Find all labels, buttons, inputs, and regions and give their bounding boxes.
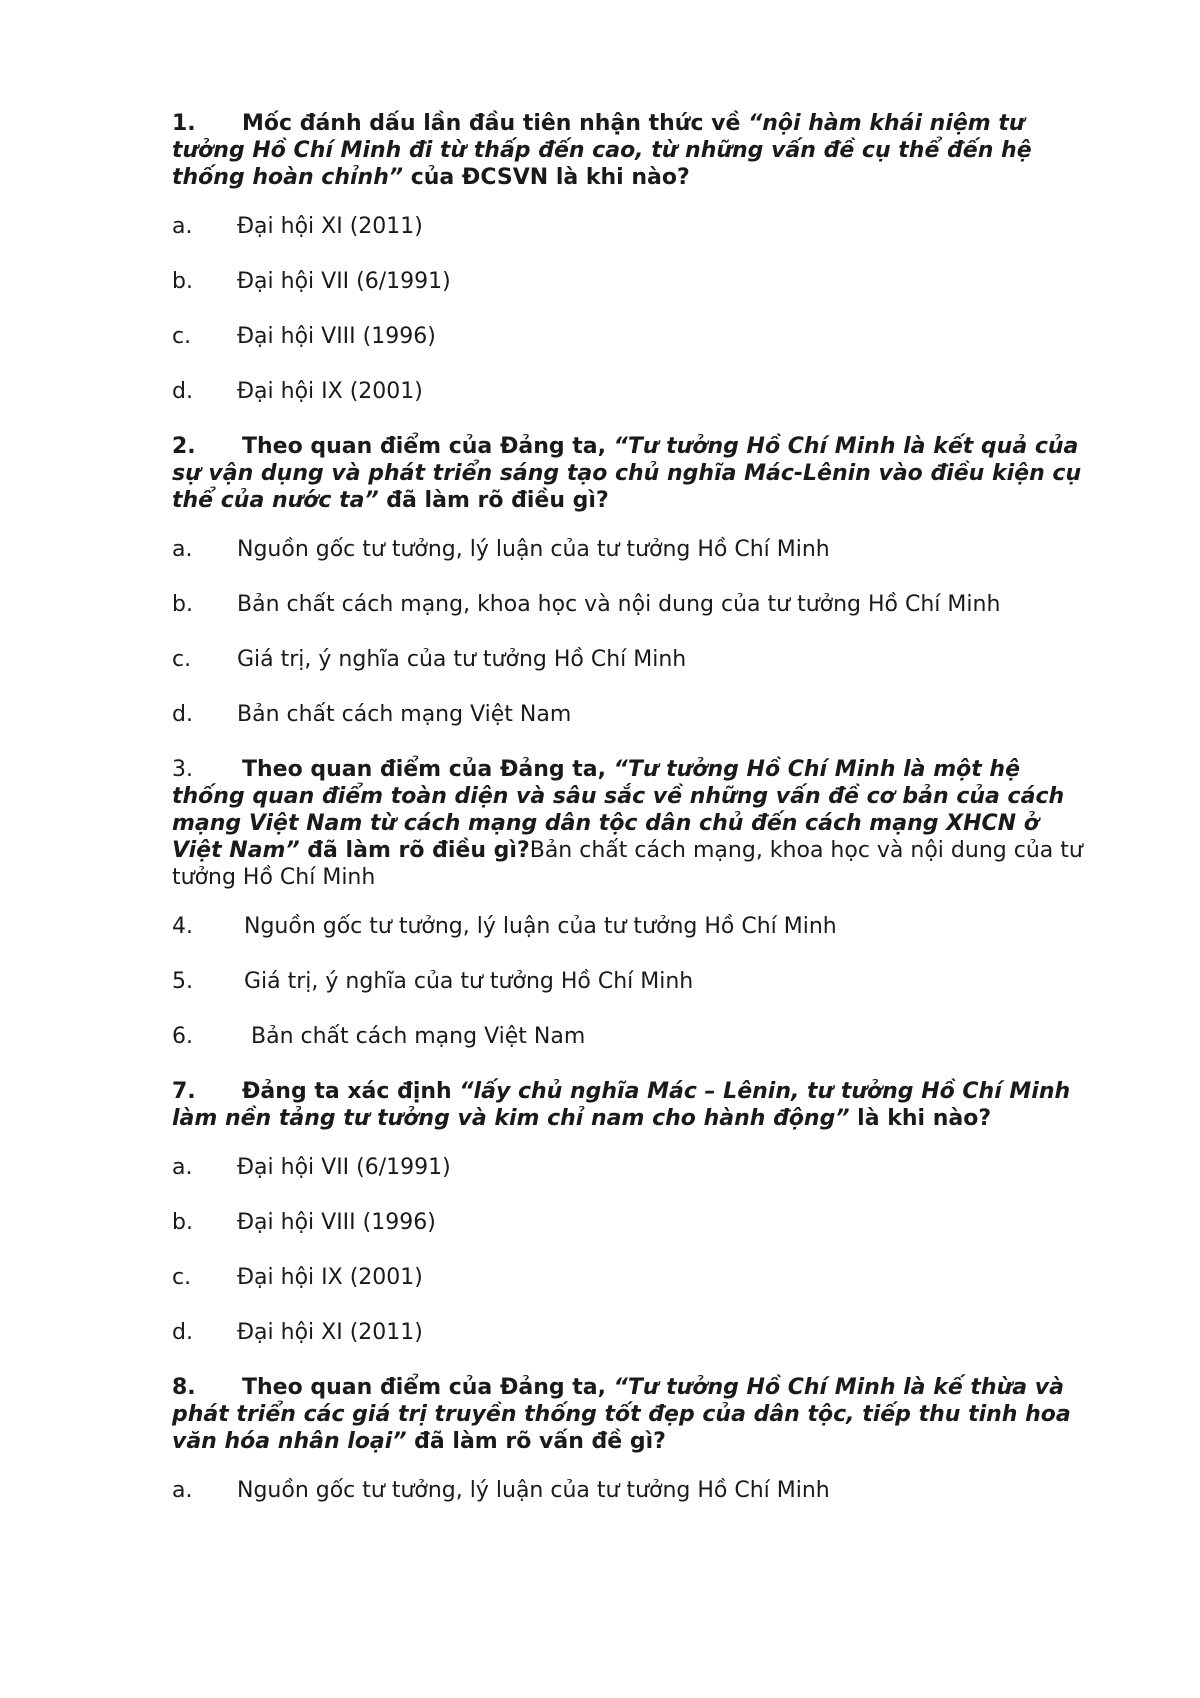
option-text: Bản chất cách mạng Việt Nam xyxy=(244,1024,586,1049)
question-text: Theo quan điểm của Đảng ta, xyxy=(242,434,614,459)
option-c xyxy=(172,646,1090,673)
option-a xyxy=(172,213,1090,240)
option-b xyxy=(172,591,1090,618)
option-text: Đại hội VIII (1996) xyxy=(237,324,436,349)
option-b xyxy=(172,1209,1090,1236)
option-letter: 5. xyxy=(172,969,193,994)
option-text: Đại hội IX (2001) xyxy=(237,379,423,404)
question-3 xyxy=(172,756,1090,891)
question-number: 7. xyxy=(172,1079,196,1104)
option-letter: b. xyxy=(172,269,193,294)
question-text: Mốc đánh dấu lần đầu tiên nhận thức về xyxy=(242,111,749,136)
option-d xyxy=(172,701,1090,728)
option-text: Đại hội VII (6/1991) xyxy=(237,269,451,294)
question-number: 1. xyxy=(172,111,196,136)
option-letter: b. xyxy=(172,592,193,617)
option-letter: a. xyxy=(172,1478,193,1503)
option-letter: d. xyxy=(172,702,193,727)
option-letter: b. xyxy=(172,1210,193,1235)
option-text: Đại hội VIII (1996) xyxy=(237,1210,436,1235)
question-quote: “Tư tưởng Hồ Chí Minh là kế thừa và phát triển các giá trị truyền thống tốt đẹp của dân tộc, tiếp thu tinh hoa văn hóa nhân loại” xyxy=(172,1375,1071,1454)
question-quote: “lấy chủ nghĩa Mác – Lênin, tư tưởng Hồ Chí Minh làm nền tảng tư tưởng và kim chỉ nam cho hành động” xyxy=(172,1079,1071,1131)
option-text: Bản chất cách mạng Việt Nam xyxy=(237,702,572,727)
option-letter: c. xyxy=(172,324,192,349)
question-text: đã làm rõ điều gì? xyxy=(299,838,530,863)
question-number: 3. xyxy=(172,757,193,782)
question-number: 8. xyxy=(172,1375,196,1400)
option-a xyxy=(172,536,1090,563)
question-text: là khi nào? xyxy=(849,1106,992,1131)
question-2 xyxy=(172,433,1090,514)
option-text: Giá trị, ý nghĩa của tư tưởng Hồ Chí Minh xyxy=(237,647,687,672)
question-text: Theo quan điểm của Đảng ta, xyxy=(242,757,614,782)
option-b xyxy=(172,268,1090,295)
option-letter: 6. xyxy=(172,1024,193,1049)
option-a xyxy=(172,1154,1090,1181)
option-text: Đại hội IX (2001) xyxy=(237,1265,423,1290)
option-text: Giá trị, ý nghĩa của tư tưởng Hồ Chí Minh xyxy=(244,969,694,994)
question-8 xyxy=(172,1374,1090,1455)
option-a xyxy=(172,1477,1090,1504)
option-c xyxy=(172,1264,1090,1291)
option-5 xyxy=(172,968,1090,995)
option-text: Đại hội VII (6/1991) xyxy=(237,1155,451,1180)
question-7 xyxy=(172,1078,1090,1132)
question-1 xyxy=(172,110,1090,191)
option-text: Đại hội XI (2011) xyxy=(237,214,423,239)
question-number: 2. xyxy=(172,434,196,459)
option-c xyxy=(172,323,1090,350)
option-letter: d. xyxy=(172,379,193,404)
option-text: Bản chất cách mạng, khoa học và nội dung của tư tưởng Hồ Chí Minh xyxy=(237,592,1001,617)
option-letter: c. xyxy=(172,1265,192,1290)
option-letter: c. xyxy=(172,647,192,672)
question-text: đã làm rõ vấn đề gì? xyxy=(406,1429,666,1454)
question-quote: “nội hàm khái niệm tư tưởng Hồ Chí Minh đi từ thấp đến cao, từ những vấn đề cụ thể đến hệ thống hoàn chỉnh” xyxy=(172,111,1032,190)
option-letter: a. xyxy=(172,537,193,562)
option-text: Nguồn gốc tư tưởng, lý luận của tư tưởng Hồ Chí Minh xyxy=(244,914,837,939)
option-d xyxy=(172,378,1090,405)
question-quote: “Tư tưởng Hồ Chí Minh là kết quả của sự vận dụng và phát triển sáng tạo chủ nghĩa Mác-Lênin vào điều kiện cụ thể của nước ta” xyxy=(172,434,1082,513)
option-text: Nguồn gốc tư tưởng, lý luận của tư tưởng Hồ Chí Minh xyxy=(237,537,830,562)
option-letter: a. xyxy=(172,214,193,239)
option-text: Đại hội XI (2011) xyxy=(237,1320,423,1345)
question-quote: “Tư tưởng Hồ Chí Minh là một hệ thống quan điểm toàn diện và sâu sắc về những vấn đề cơ bản của cách mạng Việt Nam từ cách mạng dân tộc dân chủ đến cách mạng XHCN ở Việt Nam” xyxy=(172,757,1065,863)
question-text: của ĐCSVN là khi nào? xyxy=(403,165,690,190)
option-letter: d. xyxy=(172,1320,193,1345)
option-4 xyxy=(172,913,1090,940)
question-text: đã làm rõ điều gì? xyxy=(378,488,609,513)
option-6 xyxy=(172,1023,1090,1050)
question-text: Theo quan điểm của Đảng ta, xyxy=(242,1375,614,1400)
option-letter: a. xyxy=(172,1155,193,1180)
option-text: Nguồn gốc tư tưởng, lý luận của tư tưởng Hồ Chí Minh xyxy=(237,1478,830,1503)
question-trailing-text: Bản chất cách mạng, khoa học và nội dung của tư tưởng Hồ Chí Minh xyxy=(172,838,1083,890)
option-d xyxy=(172,1319,1090,1346)
option-letter: 4. xyxy=(172,914,193,939)
question-text: Đảng ta xác định xyxy=(242,1079,460,1104)
